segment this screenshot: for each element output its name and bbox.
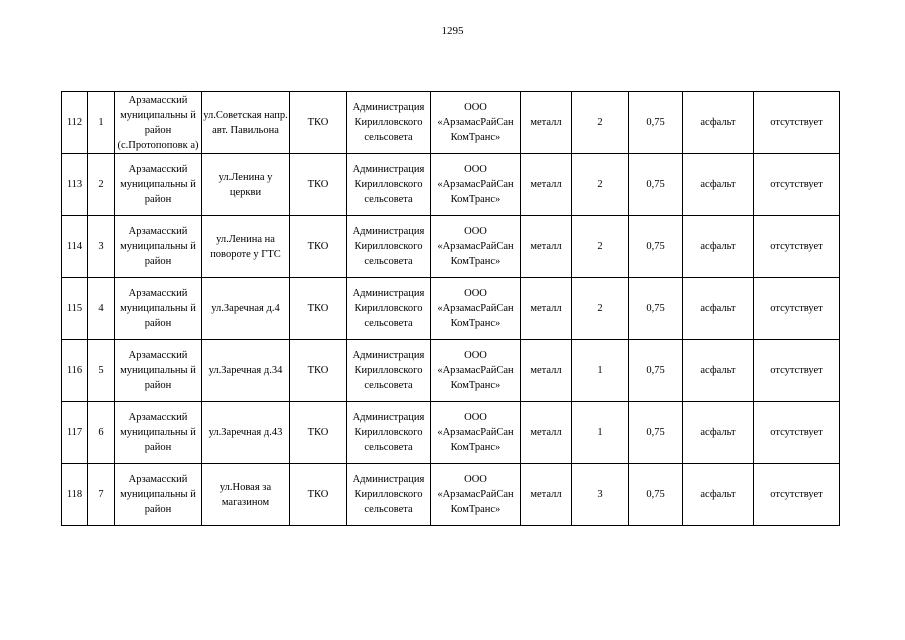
fence-cell: отсутствует: [754, 92, 840, 154]
waste-type-cell: ТКО: [290, 92, 347, 154]
address-cell: ул.Советская напр. авт. Павильона: [202, 92, 290, 154]
district-cell: Арзамасский муниципальны й район: [115, 340, 202, 402]
table-row: [62, 92, 840, 154]
row-number-cell: 112: [62, 92, 88, 154]
volume-cell: 0,75: [629, 216, 683, 278]
fence-cell: отсутствует: [754, 154, 840, 216]
waste-type-cell: ТКО: [290, 340, 347, 402]
row-number-cell: 118: [62, 464, 88, 526]
table-row: [62, 340, 840, 402]
volume-cell: 0,75: [629, 464, 683, 526]
owner-cell: Администрация Кирилловского сельсовета: [347, 154, 431, 216]
container-count-cell: 2: [572, 154, 629, 216]
row-number-cell: 117: [62, 402, 88, 464]
sub-number-cell: 7: [88, 464, 115, 526]
material-cell: металл: [521, 92, 572, 154]
district-cell: Арзамасский муниципальны й район: [115, 278, 202, 340]
volume-cell: 0,75: [629, 92, 683, 154]
container-count-cell: 2: [572, 278, 629, 340]
material-cell: металл: [521, 340, 572, 402]
sub-number-cell: 6: [88, 402, 115, 464]
material-cell: металл: [521, 216, 572, 278]
container-count-cell: 3: [572, 464, 629, 526]
address-cell: ул.Заречная д.4: [202, 278, 290, 340]
volume-cell: 0,75: [629, 402, 683, 464]
owner-cell: Администрация Кирилловского сельсовета: [347, 340, 431, 402]
volume-cell: 0,75: [629, 278, 683, 340]
container-count-cell: 1: [572, 340, 629, 402]
waste-type-cell: ТКО: [290, 216, 347, 278]
surface-cell: асфальт: [683, 92, 754, 154]
surface-cell: асфальт: [683, 216, 754, 278]
operator-cell: ООО «АрзамасРайСан КомТранс»: [431, 92, 521, 154]
owner-cell: Администрация Кирилловского сельсовета: [347, 216, 431, 278]
address-cell: ул.Заречная д.43: [202, 402, 290, 464]
address-cell: ул.Ленина на повороте у ГТС: [202, 216, 290, 278]
table-row: [62, 278, 840, 340]
row-number-cell: 116: [62, 340, 88, 402]
material-cell: металл: [521, 464, 572, 526]
volume-cell: 0,75: [629, 340, 683, 402]
district-cell: Арзамасский муниципальны й район: [115, 464, 202, 526]
fence-cell: отсутствует: [754, 278, 840, 340]
table-row: [62, 402, 840, 464]
address-cell: ул.Новая за магазином: [202, 464, 290, 526]
waste-type-cell: ТКО: [290, 464, 347, 526]
district-cell: Арзамасский муниципальны й район: [115, 216, 202, 278]
operator-cell: ООО «АрзамасРайСан КомТранс»: [431, 278, 521, 340]
table-body: [62, 92, 840, 526]
container-count-cell: 2: [572, 92, 629, 154]
operator-cell: ООО «АрзамасРайСан КомТранс»: [431, 464, 521, 526]
fence-cell: отсутствует: [754, 340, 840, 402]
table-row: [62, 154, 840, 216]
district-cell: Арзамасский муниципальны й район: [115, 154, 202, 216]
owner-cell: Администрация Кирилловского сельсовета: [347, 278, 431, 340]
table-row: [62, 464, 840, 526]
address-cell: ул.Заречная д.34: [202, 340, 290, 402]
row-number-cell: 115: [62, 278, 88, 340]
row-number-cell: 114: [62, 216, 88, 278]
waste-type-cell: ТКО: [290, 402, 347, 464]
volume-cell: 0,75: [629, 154, 683, 216]
material-cell: металл: [521, 278, 572, 340]
fence-cell: отсутствует: [754, 216, 840, 278]
container-count-cell: 1: [572, 402, 629, 464]
sub-number-cell: 2: [88, 154, 115, 216]
surface-cell: асфальт: [683, 340, 754, 402]
district-cell: Арзамасский муниципальны й район (с.Протопоповк а): [115, 92, 202, 154]
page-number: 1295: [441, 25, 464, 37]
address-cell: ул.Ленина у церкви: [202, 154, 290, 216]
owner-cell: Администрация Кирилловского сельсовета: [347, 464, 431, 526]
material-cell: металл: [521, 402, 572, 464]
waste-type-cell: ТКО: [290, 278, 347, 340]
operator-cell: ООО «АрзамасРайСан КомТранс»: [431, 216, 521, 278]
owner-cell: Администрация Кирилловского сельсовета: [347, 92, 431, 154]
sub-number-cell: 4: [88, 278, 115, 340]
surface-cell: асфальт: [683, 278, 754, 340]
row-number-cell: 113: [62, 154, 88, 216]
container-count-cell: 2: [572, 216, 629, 278]
waste-type-cell: ТКО: [290, 154, 347, 216]
sub-number-cell: 5: [88, 340, 115, 402]
surface-cell: асфальт: [683, 464, 754, 526]
operator-cell: ООО «АрзамасРайСан КомТранс»: [431, 154, 521, 216]
fence-cell: отсутствует: [754, 402, 840, 464]
material-cell: металл: [521, 154, 572, 216]
table-row: [62, 216, 840, 278]
district-cell: Арзамасский муниципальны й район: [115, 402, 202, 464]
owner-cell: Администрация Кирилловского сельсовета: [347, 402, 431, 464]
surface-cell: асфальт: [683, 154, 754, 216]
sub-number-cell: 1: [88, 92, 115, 154]
surface-cell: асфальт: [683, 402, 754, 464]
sub-number-cell: 3: [88, 216, 115, 278]
operator-cell: ООО «АрзамасРайСан КомТранс»: [431, 402, 521, 464]
fence-cell: отсутствует: [754, 464, 840, 526]
waste-sites-table: [61, 91, 840, 526]
operator-cell: ООО «АрзамасРайСан КомТранс»: [431, 340, 521, 402]
